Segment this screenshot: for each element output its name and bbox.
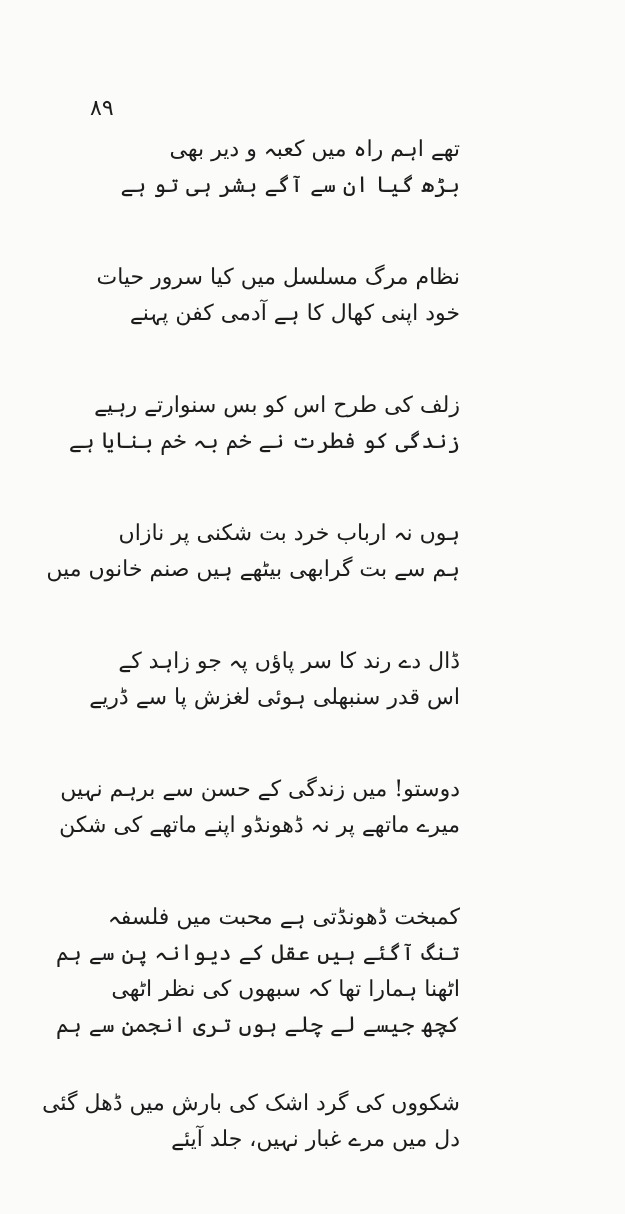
verse-line: کمبخت ڈھونڈتی ہے محبت میں فلسفہ — [107, 905, 460, 930]
stanza — [120, 132, 460, 204]
verse-line: ہم سے بت گرابھی بیٹھے ہیں صنم خانوں میں — [46, 557, 460, 582]
stanza — [46, 516, 460, 588]
verse-line: کچھ جیسے لے چلے ہوں تری انجمن سے ہم — [56, 1013, 460, 1038]
verse-line: ڈال دے رند کا سر پاؤں پہ جو زاہد کے — [118, 649, 460, 674]
stanza — [59, 772, 460, 844]
verse-line: دوستو! میں زندگی کے حسن سے برہم نہیں — [60, 777, 460, 802]
verse-line: میرے ماتھے پر نہ ڈھونڈو اپنے ماتھے کی شکن — [59, 813, 460, 838]
verse-line: خود اپنی کھال کا ہے آدمی کفن پہنے — [129, 301, 460, 326]
poem — [42, 132, 460, 1214]
verse-line: دل میں مرے غبار نہیں، جلد آیئے — [171, 1127, 460, 1152]
verse-line: زلف کی طرح اس کو بس سنوارتے رہیے — [94, 393, 460, 418]
stanza — [96, 260, 460, 332]
verse-line: زندگی کو فطرت نے خم بہ خم بنایا ہے — [68, 429, 460, 454]
page-number: ۸۹ — [90, 96, 114, 121]
stanza — [56, 900, 460, 1044]
stanza — [89, 644, 460, 716]
verse-line: تھے اہم راہ میں کعبہ و دیر بھی — [169, 137, 460, 162]
stanza — [68, 388, 460, 460]
verse-line: ہوں نہ ارباب خرد بت شکنی پر نازاں — [118, 521, 460, 546]
verse-line: شکووں کی گرد اشک کی بارش میں ڈھل گئی — [42, 1091, 460, 1116]
verse-line: اس قدر سنبھلی ہوئی لغزش پا سے ڈریے — [89, 685, 460, 710]
stanza — [42, 1086, 460, 1158]
verse-line: تنگ آگئے ہیں عقل کے دیوانہ پن سے ہم — [56, 941, 460, 966]
verse-line: بڑھ گیا ان سے آگے بشر ہی تو ہے — [120, 173, 460, 198]
verse-line: نظام مرگ مسلسل میں کیا سرور حیات — [96, 265, 460, 290]
verse-line: اٹھنا ہمارا تھا کہ سبھوں کی نظر اٹھی — [111, 977, 460, 1002]
